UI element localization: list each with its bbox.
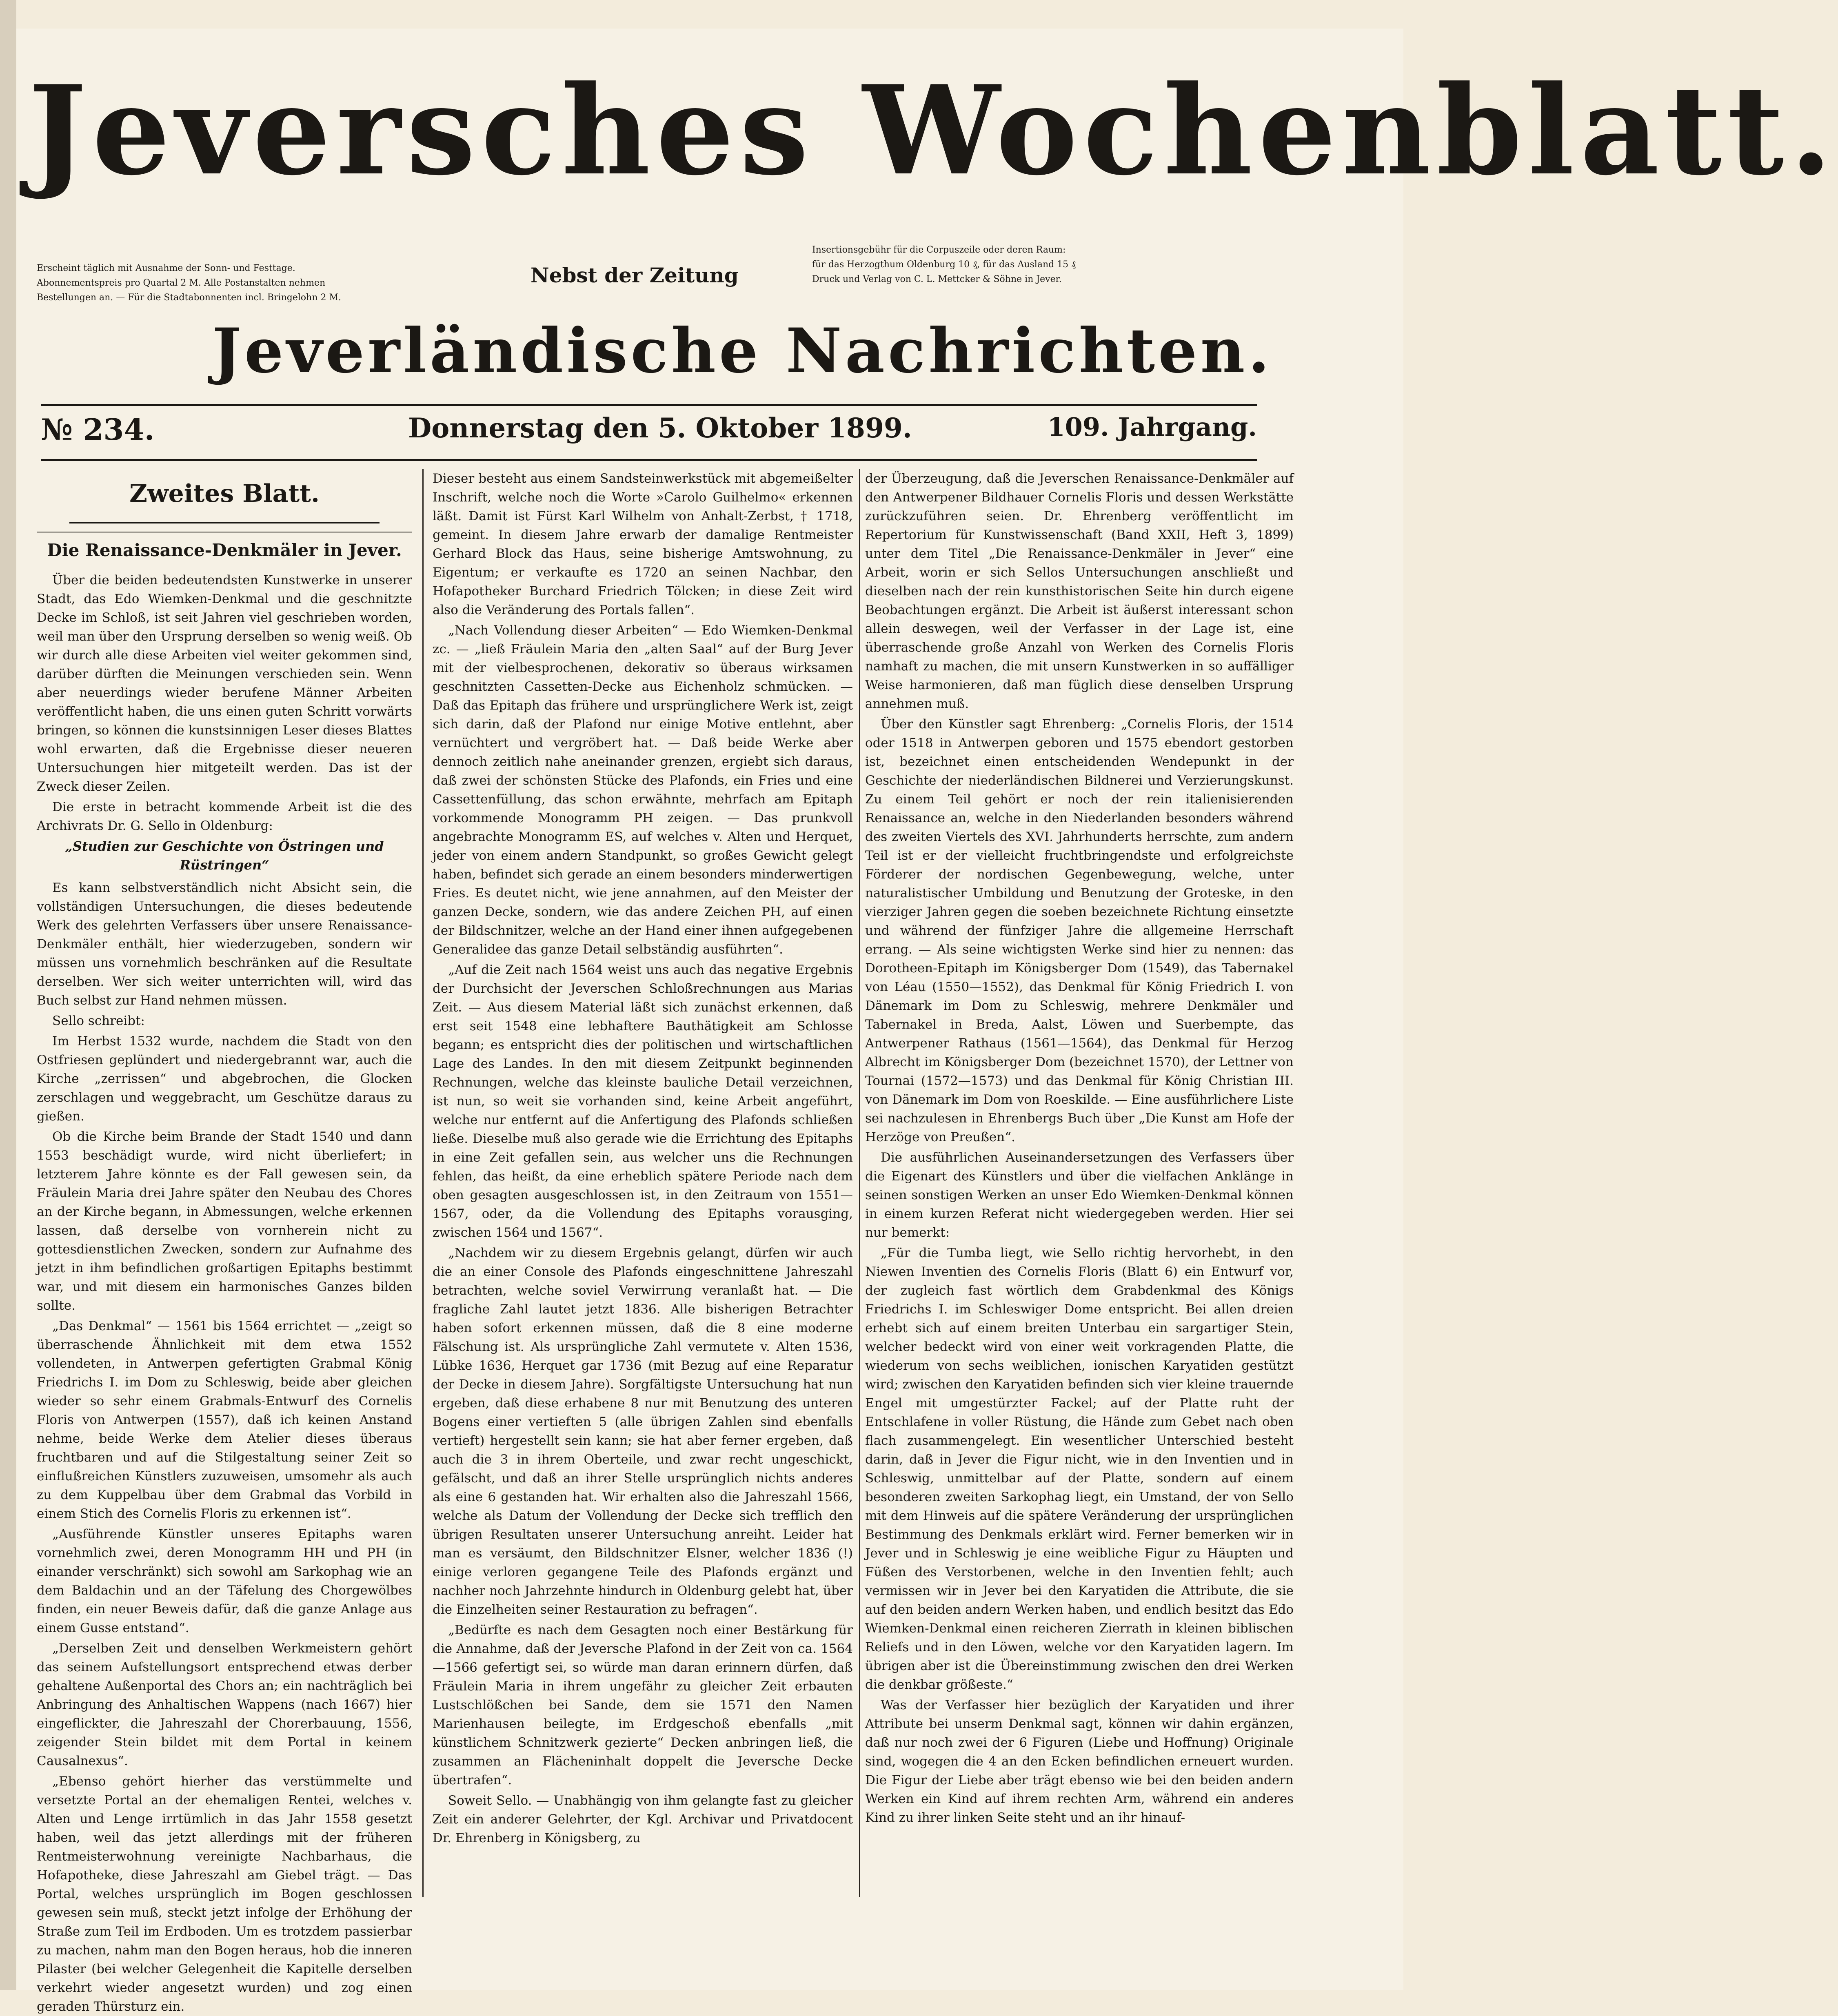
issue-rule-top [41, 404, 1257, 406]
masthead-info-left [37, 261, 465, 305]
page-edge-shadow [0, 0, 16, 1990]
info-right-line: Insertionsgebühr für die Corpuszeile oder deren Raum: [812, 245, 1066, 255]
paragraph: Es kann selbstverständlich nicht Absicht sein, die vollständigen Untersuchungen, die dieses bedeutende Werk des gelehrten Verfassers über unsere Renaissance-Denkmäler enthält, hier wiederzugeben, sondern wir müssen uns vornehmlich beschränken auf die Resultate derselben. Wer sich weiter unterrichten will, wird das Buch selbst zur Hand nehmen müssen. [37, 880, 412, 1008]
section-label: Zweites Blatt. [129, 479, 320, 508]
issue-date: Donnerstag den 5. Oktober 1899. [408, 412, 912, 444]
paragraph: „Ebenso gehört hierher das verstümmelte und versetzte Portal an der ehemaligen Rentei, welches v. Alten und Lenge irrtümlich in das Jahr 1558 gesetzt haben, weil das jetzt allerdings mit der früheren Rentmeisterwohnung vereinigte Nachbarhaus, die Hofapotheke, diese Jahreszahl am Giebel trägt. — Das Portal, welches ursprünglich im Bogen geschlossen gewesen sein muß, steckt jetzt infolge der Erhöhung der Straße zum Teil im Erdboden. Um es trotzdem passierbar zu machen, nahm man den Bogen heraus, hob die inneren Pilaster (bei welcher Gelegenheit die Kapitelle derselben verkehrt wieder angesetzt wurden) und zog einen geraden Thürsturz ein. [37, 1774, 412, 2014]
paragraph: „Für die Tumba liegt, wie Sello richtig hervorhebt, in den Niewen Inventien des Cornelis Floris (Blatt 6) ein Entwurf vor, der zugleich fast wörtlich dem Grabdenkmal des Königs Friedrichs I. im Schleswiger Dome entspricht. Bei allen dreien erhebt sich auf einem breiten Unterbau ein sargartiger Stein, welcher bedeckt wird von einer weit vorkragenden Platte, die wiederum von sechs weiblichen, ionischen Karyatiden gestützt wird; zwischen den Karyatiden befinden sich vier kleine trauernde Engel mit umgestürzter Fackel; auf der Platte ruht der Entschlafene in voller Rüstung, die Hände zum Gebet nach oben flach zusammengelegt. Ein wesentlicher Unterschied besteht darin, daß in Jever die Figur nicht, wie in den Inventien und in Schleswig, unmittelbar auf der Platte, sondern auf einem besonderen zweiten Sarkophag liegt, ein Umstand, der von Sello mit dem Hinweis auf die spätere Veränderung der ursprünglichen Bestimmung des Denkmals erklärt wird. Ferner bemerken wir in Jever und in Schleswig je eine weibliche Figur zu Häupten und Füßen des Verstorbenen, welche in den Inventien fehlt; auch vermissen wir in Jever bei den Karyatiden die Attribute, die sie auf den beiden andern Werken haben, und endlich besitzt das Edo Wiemken-Denkmal einen reicheren Zierrath in kleinen biblischen Reliefs und in den Löwen, welche vor den Karyatiden lagern. Im übrigen aber ist die Übereinstimmung zwischen den drei Werken die denkbar größeste.“ [865, 1246, 1294, 1692]
info-left-line: Erscheint täglich mit Ausnahme der Sonn- und Festtage. [37, 263, 295, 273]
issue-number: № 234. [41, 412, 155, 447]
paragraph: Im Herbst 1532 wurde, nachdem die Stadt von den Ostfriesen geplündert und niedergebrannt war, auch die Kirche „zerrissen“ und abgebrochen, die Glocken zerschlagen und weggebracht, um Geschütze daraus zu gießen. [37, 1034, 412, 1124]
column-3 [865, 469, 1294, 1938]
paragraph: Die erste in betracht kommende Arbeit ist die des Archivrats Dr. G. Sello in Oldenburg: [37, 800, 412, 833]
masthead-subtitle: Jeverländische Nachrichten. [212, 315, 1273, 387]
paragraph: „Nachdem wir zu diesem Ergebnis gelangt, dürfen wir auch die an einer Console des Plafonds eingeschnittene Jahreszahl betrachten, welche soviel Verwirrung veranlaßt hat. — Die fragliche Zahl lautet jetzt 1836. Alle bisherigen Betrachter haben sofort erkennen müssen, daß die 8 eine moderne Fälschung ist. Als ursprüngliche Zahl vermutete v. Alten 1536, Lübke 1636, Herquet gar 1736 (mit Bezug auf eine Reparatur der Decke in diesem Jahre). Sorgfältigste Untersuchung hat nun ergeben, daß diese erhabene 8 nur mit Benutzung des unteren Bogens einer vertieften 5 (alle übrigen Zahlen sind ebenfalls vertieft) hergestellt sein kann; sie hat aber ferner ergeben, daß auch die 3 in ihrem Oberteile, und zwar recht ungeschickt, gefälscht, und daß an ihrer Stelle ursprünglich nichts anderes als eine 6 gestanden hat. Wir erhalten also die Jahreszahl 1566, welche als Datum der Vollendung der Decke sich trefflich den übrigen Resultaten unserer Untersuchung anreiht. Leider hat man es versäumt, den Bildschnitzer Elsner, welcher 1836 (!) einige verloren gegangene Teile des Plafonds ergänzt und nachher noch Jahrzehnte hindurch in Oldenburg gelebt hat, über die Einzelheiten seiner Restauration zu befragen“. [433, 1246, 853, 1617]
paragraph: Über die beiden bedeutendsten Kunstwerke in unserer Stadt, das Edo Wiemken-Denkmal und die geschnitzte Decke im Schloß, ist seit Jahren viel geschrieben worden, weil man über den Ursprung derselben so wenig weiß. Ob wir durch alle diese Arbeiten viel weiter gekommen sind, darüber dürften die Meinungen verschieden sein. Wenn aber neuerdings wieder berufene Männer Arbeiten veröffentlicht haben, die uns einen guten Schritt vorwärts bringen, so können die kunstsinnigen Leser dieses Blattes wohl erwarten, daß die Ergebnisse dieser neueren Untersuchungen hier mitgeteilt werden. Das ist der Zweck dieser Zeilen. [37, 573, 412, 794]
masthead-info-right [812, 243, 1261, 287]
issue-rule-bottom [41, 459, 1257, 461]
paragraph: „Derselben Zeit und denselben Werkmeistern gehört das seinem Aufstellungsort entsprechend etwas derber gehaltene Außenportal des Chors an; ein nachträglich bei Anbringung des Anhaltischen Wappens (nach 1667) hier eingeflickter, die Jahreszahl der Chorerbauung, 1556, zeigender Stein bildet mit dem Portal in keinem Causalnexus“. [37, 1641, 412, 1768]
issue-year: 109. Jahrgang. [1047, 412, 1257, 442]
paragraph: „Das Denkmal“ — 1561 bis 1564 errichtet — „zeigt so überraschende Ähnlichkeit mit dem etwa 1552 vollendeten, in Antwerpen gefertigten Grabmal König Friedrichs I. im Dom zu Schleswig, beide aber gleichen wieder so sehr einem Grabmals-Entwurf des Cornelis Floris von Antwerpen (1557), daß ich keinen Anstand nehme, beide Werke dem Atelier dieses überaus fruchtbaren und auf die Stilgestaltung seiner Zeit so einflußreichen Künstlers zuzuweisen, umsomehr als auch zu dem Kuppelbau über dem Grabmal das Vorbild in einem Stich des Cornelis Floris zu erkennen ist“. [37, 1319, 412, 1521]
masthead-title: Jeversches Wochenblatt. [29, 58, 1838, 202]
info-right-line: für das Herzogthum Oldenburg 10 ₰, für das Ausland 15 ₰ [812, 259, 1076, 270]
paragraph: Die ausführlichen Auseinandersetzungen des Verfassers über die Eigenart des Künstlers und über die vielfachen Anklänge in seinen sonstigen Werken an unser Edo Wiemken-Denkmal können in einem kurzen Referat nicht wiedergegeben werden. Hier sei nur bemerkt: [865, 1150, 1294, 1240]
column-2 [433, 469, 853, 1938]
paragraph: der Überzeugung, daß die Jeverschen Renaissance-Denkmäler auf den Antwerpener Bildhauer Cornelis Floris und dessen Werkstätte zurückzuführen seien. Dr. Ehrenberg veröffentlicht im Repertorium für Kunstwissenschaft (Band XXII, Heft 3, 1899) unter dem Titel „Die Renaissance-Denkmäler in Jever“ eine Arbeit, worin er sich Sellos Untersuchungen anschließt und dieselben nach der rein kunsthistorischen Seite hin durch eigene Beobachtungen ergänzt. Die Arbeit ist äußerst interessant schon allein deswegen, weil der Verfasser in der Lage ist, eine überraschende große Anzahl von Werken des Cornelis Floris namhaft zu machen, die mit unsern Kunstwerken in so auffälliger Weise harmonieren, daß man füglich diese denselben Ursprung annehmen muß. [865, 471, 1294, 711]
paragraph: Über den Künstler sagt Ehrenberg: „Cornelis Floris, der 1514 oder 1518 in Antwerpen geboren und 1575 ebendort gestorben ist, bezeichnet einen entscheidenden Wendepunkt in der Geschichte der niederländischen Bildnerei und Verzierungskunst. Zu einem Teil gehört er noch der rein italienisierenden Renaissance an, welche in den Niederlanden besonders während des zweiten Viertels des XVI. Jahrhunderts herrschte, zum andern Teil ist er der vielleicht fruchtbringendste und erfolgreichste Förderer der nordischen Gegenbewegung, welche, unter naturalistischer Umbildung und Benutzung der Groteske, in den vierziger Jahren gegen die soeben bezeichnete Richtung einsetzte und während der fünfziger Jahre die allgemeine Herrschaft errang. — Als seine wichtigsten Werke sind hier zu nennen: das Dorotheen-Epitaph im Königsberger Dom (1549), das Tabernakel von Léau (1550—1552), das Denkmal für König Friedrich I. von Dänemark im Dom zu Schleswig, mehrere Denkmäler und Tabernakel in Breda, Aalst, Löwen und Suerbempte, das Antwerpener Rathaus (1561—1564), das Denkmal für Herzog Albrecht im Königsberger Dom (bezeichnet 1570), der Lettner von Tournai (1572—1573) und das Denkmal für König Christian III. von Dänemark im Dom von Roeskilde. — Eine ausführlichere Liste sei nachzulesen in Ehrenbergs Buch über „Die Kunst am Hofe der Herzöge von Preußen“. [865, 717, 1294, 1144]
paragraph: Soweit Sello. — Unabhängig von ihm gelangte fast zu gleicher Zeit ein anderer Gelehrter, der Kgl. Archivar und Privatdocent Dr. Ehrenberg in Königsberg, zu [433, 1793, 853, 1845]
masthead-nebst: Nebst der Zeitung [531, 263, 739, 287]
paragraph: „Nach Vollendung dieser Arbeiten“ — Edo Wiemken-Denkmal zc. — „ließ Fräulein Maria den „alten Saal“ auf der Burg Jever mit der vielbesprochenen, dekorativ so überaus wirksamen geschnitzten Cassetten-Decke aus Eichenholz schmücken. — Daß das Epitaph das frühere und ursprünglichere Werk ist, zeigt sich darin, daß der Plafond nur einige Motive entlehnt, aber vernüchtert und vergröbert hat. — Daß beide Werke aber dennoch zeitlich nahe aneinander grenzen, ergiebt sich daraus, daß zwei der schönsten Stücke des Plafonds, ein Fries und eine Cassettenfüllung, das schon erwähnte, mehrfach am Epitaph vorkommende Monogramm PH zeigen. — Das prunkvoll angebrachte Monogramm ES, auf welches v. Alten und Herquet, jeder von einem andern Standpunkt, so großes Gewicht gelegt haben, befindet sich gerade an einem besonders minderwertigen Fries. Es deutet nicht, wie jene annahmen, auf den Meister der ganzen Decke, sondern, wie das andere Zeichen PH, auf einen der Bildschnitzer, welche an der Hand einer ihnen aufgegebenen Generalidee das ganze Detail selbständig ausführten“. [433, 623, 853, 957]
column-1 [37, 469, 412, 2014]
paragraph: „Bedürfte es nach dem Gesagten noch einer Bestärkung für die Annahme, daß der Jeversche Plafond in der Zeit von ca. 1564—1566 gefertigt sei, so würde man daran erinnern dürfen, daß Fräulein Maria in ihrem ungefähr zu gleicher Zeit erbauten Lustschlößchen bei Sande, dem sie 1571 den Namen Marienhausen beilegte, im Erdgeschoß ebenfalls „mit künstlichem Schnitzwerk gezierte“ Decken anbringen ließ, die zusammen an Flächeninhalt doppelt die Jeversche Decke übertrafen“. [433, 1623, 853, 1788]
info-right-line: Druck und Verlag von C. L. Mettcker & Söhne in Jever. [812, 274, 1062, 284]
info-left-line: Abonnementspreis pro Quartal 2 M. Alle Postanstalten nehmen [37, 278, 326, 288]
article-title: Die Renaissance-Denkmäler in Jever. [37, 532, 412, 563]
paragraph: Dieser besteht aus einem Sandsteinwerkstück mit abgemeißelter Inschrift, welche noch die Worte »Carolo Guilhelmo« erkennen läßt. Damit ist Fürst Karl Wilhelm von Anhalt-Zerbst, † 1718, gemeint. In diesem Jahre erwarb der damalige Rentmeister Gerhard Block das Haus, seine bisherige Amtswohnung, zu Eigentum; er verkaufte es 1720 an seinen Nachbar, den Hofapotheker Burchard Friedrich Tölcken; in diese Zeit wird also die Veränderung des Portals fallen“. [433, 471, 853, 617]
quoted-book-title: „Studien zur Geschichte von Östringen und Rüstringen“ [65, 838, 384, 873]
paragraph: Was der Verfasser hier bezüglich der Karyatiden und ihrer Attribute bei unserm Denkmal sagt, können wir dahin ergänzen, daß nur noch zwei der 6 Figuren (Liebe und Hoffnung) Originale sind, wogegen die 4 an den Ecken befindlichen erneuert wurden. Die Figur der Liebe aber trägt ebenso wie bei den beiden andern Werken ein Kind auf ihrem rechten Arm, während ein anderes Kind zu ihrer linken Seite steht und an ihr hinauf- [865, 1698, 1294, 1825]
paragraph: Sello schreibt: [52, 1014, 145, 1028]
section-rule [69, 522, 380, 523]
paragraph: Ob die Kirche beim Brande der Stadt 1540 und dann 1553 beschädigt wurde, wird nicht überliefert; in letzterem Jahre könnte es der Fall gewesen sein, da Fräulein Maria drei Jahre später den Neubau des Chores an der Kirche begann, in Abmessungen, welche erkennen lassen, daß derselbe von vornherein nicht zu gottesdienstlichen Zwecken, sondern zur Aufnahme des jetzt in ihm befindlichen großartigen Epitaphs bestimmt war, und mit diesem ein harmonisches Ganzes bilden sollte. [37, 1129, 412, 1313]
issue-line [41, 408, 1257, 457]
paragraph: „Auf die Zeit nach 1564 weist uns auch das negative Ergebnis der Durchsicht der Jeverschen Schloßrechnungen aus Marias Zeit. — Aus diesem Material läßt sich zunächst erkennen, daß erst seit 1548 eine lebhaftere Bauthätigkeit am Schlosse begann; es entspricht dies der politischen und wirtschaftlichen Lage des Landes. In den mit diesem Zeitpunkt beginnenden Rechnungen, welche das kleinste bauliche Detail verzeichnen, ist nun, so weit sie vorhanden sind, keine Arbeit angeführt, welche nur entfernt auf die Anfertigung des Plafonds schließen ließe. Dieselbe muß also gerade wie die Errichtung des Epitaphs in eine Zeit gefallen sein, aus welcher uns die Rechnungen fehlen, das heißt, da eine erheblich spätere Periode nach dem oben gesagten ausgeschlossen ist, in den Zeitraum von 1551—1567, oder, da die Vollendung des Epitaphs vorausging, zwischen 1564 und 1567“. [433, 963, 853, 1240]
paragraph: „Ausführende Künstler unseres Epitaphs waren vornehmlich zwei, deren Monogramm HH und PH (in einander verschränkt) sich sowohl am Sarkophag wie an dem Baldachin und an der Täfelung des Chorgewölbes finden, ein neuer Beweis dafür, daß die ganze Anlage aus einem Gusse entstand“. [37, 1527, 412, 1635]
column-rule [422, 469, 424, 1897]
column-rule [859, 469, 860, 1897]
info-left-line: Bestellungen an. — Für die Stadtabonnenten incl. Bringelohn 2 M. [37, 293, 341, 303]
